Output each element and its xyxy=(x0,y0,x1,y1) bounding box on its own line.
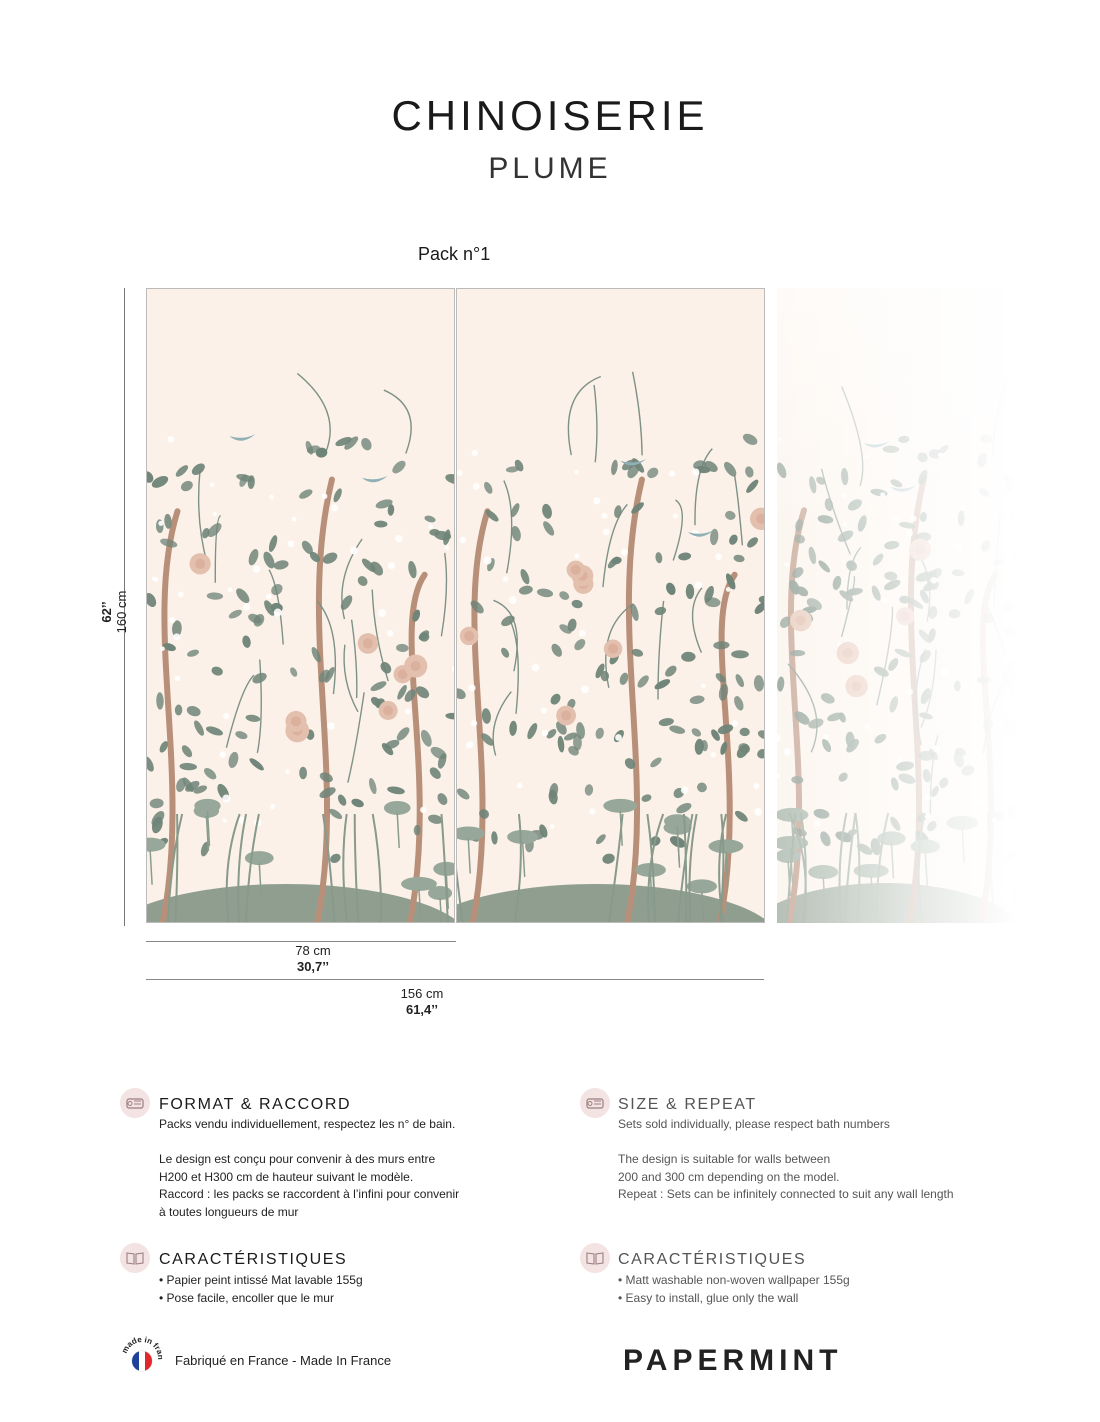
format-line: H200 et H300 cm de hauteur suivant le modèle. xyxy=(159,1169,414,1184)
format-body-en xyxy=(618,1116,954,1204)
total-width-label xyxy=(372,986,472,1018)
format-title-fr: FORMAT & RACCORD xyxy=(159,1096,352,1113)
features-title-fr: CARACTÉRISTIQUES xyxy=(159,1251,348,1268)
panel-width-cm: 78 cm xyxy=(295,943,331,958)
format-line: à toutes longueurs de mur xyxy=(159,1204,299,1219)
format-line: Le design est conçu pour convenir à des murs entre xyxy=(159,1152,436,1166)
page-subtitle: PLUME xyxy=(488,152,612,185)
total-width-cm: 156 cm xyxy=(400,986,444,1001)
height-in: 62’’ xyxy=(99,601,114,623)
panel-width-line xyxy=(146,941,456,942)
fade-overlay-top xyxy=(777,288,1017,923)
badge-text: ade in fr xyxy=(124,1334,162,1352)
features-body-fr xyxy=(159,1272,363,1307)
wallpaper-roll-icon xyxy=(120,1088,150,1118)
format-line: Sets sold individually, please respect bath numbers xyxy=(618,1117,890,1131)
book-icon xyxy=(120,1243,150,1273)
pack-label: Pack n°1 xyxy=(418,244,491,264)
feature-item: • Pose facile, encoller que le mur xyxy=(159,1290,334,1305)
feature-item: • Easy to install, glue only the wall xyxy=(618,1290,799,1305)
height-cm: 160 cm xyxy=(114,590,129,634)
format-line: Repeat : Sets can be infinitely connected to suit any wall length xyxy=(618,1187,954,1201)
format-line: Packs vendu individuellement, respectez les n° de bain. xyxy=(159,1117,456,1131)
made-in-france-badge xyxy=(122,1332,162,1388)
page-title: CHINOISERIE xyxy=(391,92,709,139)
format-body-fr xyxy=(159,1116,459,1221)
features-title-en: CARACTÉRISTIQUES xyxy=(618,1251,807,1268)
features-body-en xyxy=(618,1272,850,1307)
format-line: Raccord : les packs se raccordent à l’infini pour convenir xyxy=(159,1187,460,1201)
total-width-line xyxy=(146,979,764,980)
feature-item: • Matt washable non-woven wallpaper 155g xyxy=(618,1273,850,1287)
wallpaper-panel-2 xyxy=(456,288,765,923)
chinoiserie-illustration xyxy=(147,289,455,923)
panel-width-label xyxy=(263,943,363,975)
chinoiserie-illustration xyxy=(457,289,765,923)
wallpaper-panel-preview xyxy=(777,288,1017,923)
total-width-in: 61,4’’ xyxy=(405,1002,439,1017)
wallpaper-panel-1 xyxy=(146,288,455,923)
book-icon xyxy=(580,1243,610,1273)
format-title-en: SIZE & REPEAT xyxy=(618,1096,757,1113)
brand-logo: PAPERMINT xyxy=(623,1344,843,1377)
height-dimension-label xyxy=(99,567,139,657)
wallpaper-roll-icon xyxy=(580,1088,610,1118)
made-in-text: Fabriqué en France - Made In France xyxy=(175,1353,392,1368)
panel-width-in: 30,7’’ xyxy=(296,959,330,974)
format-line: 200 and 300 cm depending on the model. xyxy=(618,1169,840,1184)
feature-item: • Papier peint intissé Mat lavable 155g xyxy=(159,1273,363,1287)
format-line: The design is suitable for walls between xyxy=(618,1152,831,1166)
